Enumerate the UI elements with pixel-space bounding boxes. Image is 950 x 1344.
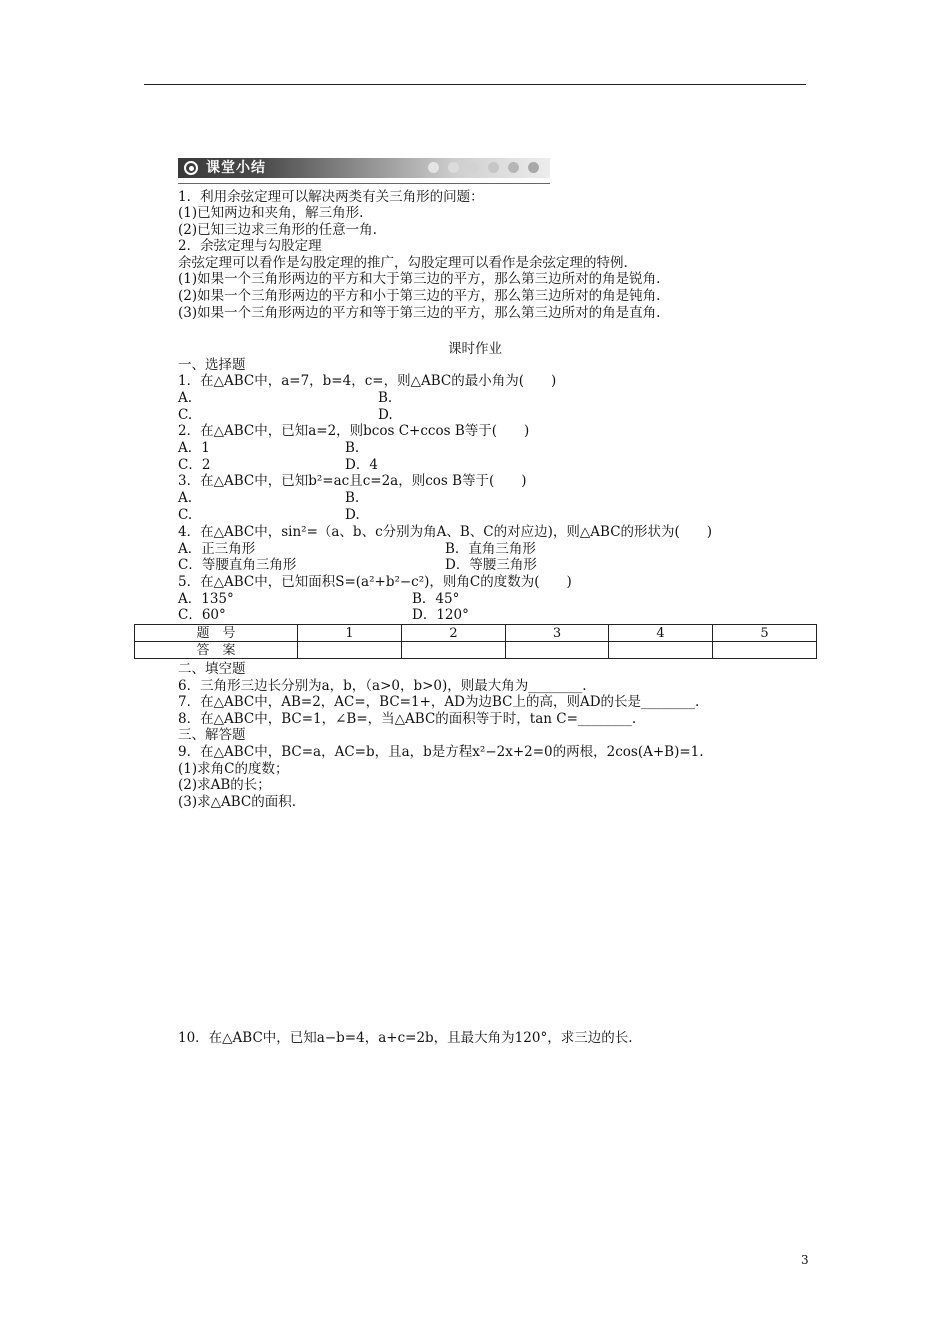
option-a: A. [178, 390, 193, 406]
question-number: 3 [506, 625, 609, 642]
option-b: B．直角三角形 [445, 541, 536, 557]
section-choice: 一、选择题 [178, 357, 246, 373]
summary-banner [178, 158, 550, 178]
question-3: 3．在△ABC中，已知b²=ac且c=2a，则cos B等于( ) [178, 473, 527, 489]
header-rule [144, 84, 806, 85]
summary-divider [178, 183, 550, 184]
question-7: 7．在△ABC中，AB=2，AC=，BC=1+，AD为边BC上的高，则AD的长是________. [178, 694, 700, 710]
option-d: D. [345, 507, 360, 523]
table-row [135, 625, 817, 642]
dot-icon [508, 162, 519, 173]
option-d: D．4 [345, 457, 378, 473]
option-b: B. [345, 440, 360, 456]
question-6: 6．三角形三边长分别为a，b，（a>0，b>0)，则最大角为________. [178, 678, 587, 694]
question-8: 8．在△ABC中，BC=1，∠B=，当△ABC的面积等于时，tan C=________. [178, 711, 637, 727]
question-4: 4．在△ABC中，sin²=（a、b、c分别为角A、B、C的对应边)，则△ABC的形状为( ) [178, 524, 713, 540]
option-c: C．等腰直角三角形 [178, 557, 297, 573]
dot-icon [468, 162, 479, 173]
dot-icon [448, 162, 459, 173]
answer-cell[interactable] [298, 642, 402, 659]
question-9: 9．在△ABC中，BC=a，AC=b，且a，b是方程x²−2x+2=0的两根，2cos(A+B)=1. [178, 744, 704, 760]
question-1: 1．在△ABC中，a=7，b=4，c=，则△ABC的最小角为( ) [178, 373, 557, 389]
row-label-answer: 答 案 [135, 642, 298, 659]
question-9-part-1: (1)求角C的度数； [178, 761, 289, 777]
homework-title: 课时作业 [448, 341, 502, 357]
summary-line: 2．余弦定理与勾股定理 [178, 238, 322, 254]
question-number: 4 [609, 625, 713, 642]
summary-line: 余弦定理可以看作是勾股定理的推广，勾股定理可以看作是余弦定理的特例. [178, 255, 628, 271]
bullet-circle-icon [184, 161, 198, 175]
option-c: C. [178, 507, 193, 523]
row-label-number: 题 号 [135, 625, 298, 642]
summary-line: (2)已知三边求三角形的任意一角. [178, 222, 377, 238]
option-a: A．135° [178, 591, 234, 607]
question-2: 2．在△ABC中，已知a=2，则bcos C+ccos B等于( ) [178, 423, 530, 439]
summary-title: 课堂小结 [206, 160, 266, 176]
question-number: 1 [298, 625, 402, 642]
question-number: 5 [713, 625, 817, 642]
dot-icon [528, 162, 539, 173]
summary-line: (1)已知两边和夹角，解三角形. [178, 205, 364, 221]
option-c: C．60° [178, 607, 226, 623]
question-9-part-2: (2)求AB的长； [178, 777, 271, 793]
table-row [135, 642, 817, 659]
option-c: C. [178, 407, 193, 423]
option-a: A．1 [178, 440, 210, 456]
question-5: 5．在△ABC中，已知面积S=(a²+b²−c²)，则角C的度数为( ) [178, 574, 572, 590]
option-c: C．2 [178, 457, 211, 473]
page-number: 3 [801, 1253, 809, 1267]
question-9-part-3: (3)求△ABC的面积. [178, 794, 297, 810]
option-b: B. [378, 390, 393, 406]
answer-cell[interactable] [506, 642, 609, 659]
summary-line: (1)如果一个三角形两边的平方和大于第三边的平方，那么第三边所对的角是锐角. [178, 271, 661, 287]
answer-cell[interactable] [402, 642, 506, 659]
answer-cell[interactable] [713, 642, 817, 659]
option-a: A．正三角形 [178, 541, 256, 557]
option-d: D．等腰三角形 [445, 557, 537, 573]
summary-line: 1．利用余弦定理可以解决两类有关三角形的问题： [178, 189, 484, 205]
option-d: D．120° [412, 607, 469, 623]
option-b: B. [345, 490, 360, 506]
summary-line: (2)如果一个三角形两边的平方和小于第三边的平方，那么第三边所对的角是钝角. [178, 288, 661, 304]
dot-icon [488, 162, 499, 173]
question-number: 2 [402, 625, 506, 642]
option-d: D. [378, 407, 393, 423]
option-a: A. [178, 490, 193, 506]
summary-line: (3)如果一个三角形两边的平方和等于第三边的平方，那么第三边所对的角是直角. [178, 305, 661, 321]
option-b: B．45° [412, 591, 460, 607]
section-fill: 二、填空题 [178, 661, 246, 677]
dot-icon [428, 162, 439, 173]
question-10: 10．在△ABC中，已知a−b=4，a+c=2b，且最大角为120°，求三边的长. [178, 1030, 633, 1046]
answer-cell[interactable] [609, 642, 713, 659]
answer-table [134, 624, 817, 659]
section-solve: 三、解答题 [178, 727, 246, 743]
